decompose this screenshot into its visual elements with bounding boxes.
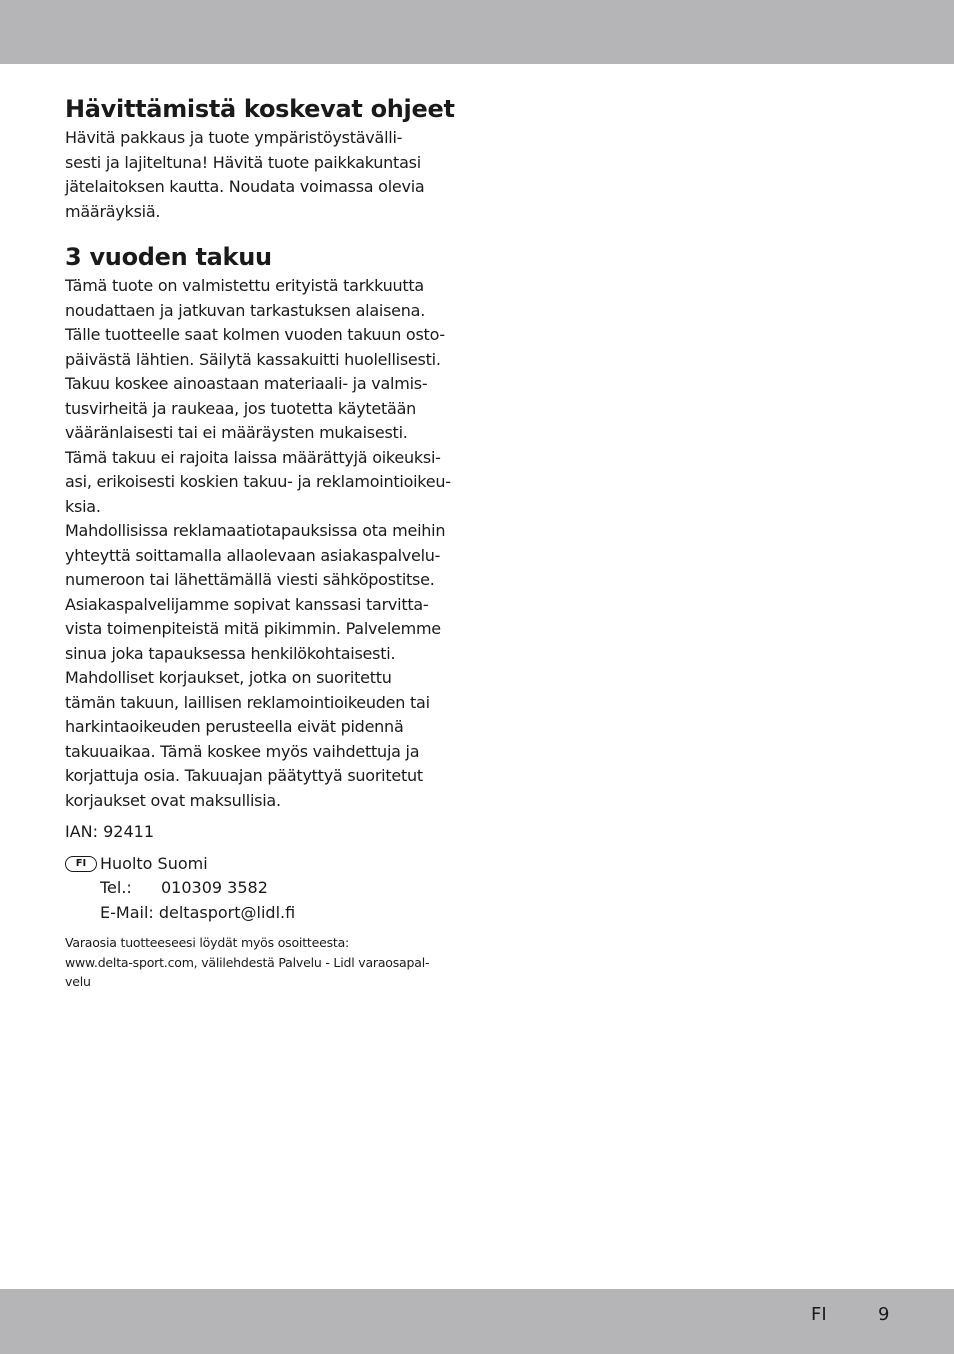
text-line: korjattuja osia. Takuuajan päätyttyä suoritetut bbox=[65, 766, 423, 785]
service-name-row bbox=[65, 852, 457, 877]
text-line: Tälle tuotteelle saat kolmen vuoden takuun osto- bbox=[65, 325, 445, 344]
text-line: määräyksiä. bbox=[65, 201, 161, 221]
header-band bbox=[0, 0, 954, 64]
text-line: www.delta-sport.com, välilehdestä Palvelu - Lidl varaosapal- bbox=[65, 954, 430, 970]
text-line: Takuu koskee ainoastaan materiaali- ja valmis- bbox=[65, 374, 428, 393]
text-line: tämän takuun, laillisen reklamointioikeuden tai bbox=[65, 692, 430, 712]
text-line: yhteyttä soittamalla allaolevaan asiakaspalvelu- bbox=[65, 545, 441, 565]
text-line: korjaukset ovat maksullisia. bbox=[65, 790, 281, 810]
text-line: Hävitä pakkaus ja tuote ympäristöystävälli- bbox=[65, 128, 403, 147]
text-line: päivästä lähtien. Säilytä kassakuitti huolellisesti. bbox=[65, 349, 441, 369]
country-badge-icon: FI bbox=[65, 856, 97, 872]
text-line: noudattaen ja jatkuvan tarkastuksen alaisena. bbox=[65, 300, 426, 320]
disposal-heading: Hävittämistä koskevat ohjeet bbox=[65, 95, 455, 123]
text-line: takuuaikaa. Tämä koskee myös vaihdettuja ja bbox=[65, 741, 420, 761]
text-line: ksia. bbox=[65, 496, 101, 516]
text-line: harkintaoikeuden perusteella eivät pidennä bbox=[65, 717, 404, 736]
text-line: Mahdollisissa reklamaatiotapauksissa ota meihin bbox=[65, 521, 446, 540]
service-name: Huolto Suomi bbox=[100, 853, 208, 873]
text-line: sinua joka tapauksessa henkilökohtaisesti. bbox=[65, 643, 396, 663]
text-line: sesti ja lajiteltuna! Hävitä tuote paikkakuntasi bbox=[65, 152, 421, 172]
text-line: asi, erikoisesti koskien takuu- ja reklamointioikeu- bbox=[65, 472, 451, 491]
disposal-paragraph bbox=[65, 126, 457, 224]
page-content bbox=[65, 92, 457, 992]
service-contact bbox=[65, 852, 457, 926]
text-line: Mahdolliset korjaukset, jotka on suoritettu bbox=[65, 668, 392, 687]
tel-label: Tel.: bbox=[100, 878, 132, 897]
text-line: vääränlaisesti tai ei määräysten mukaisesti. bbox=[65, 423, 408, 442]
text-line: Asiakaspalvelijamme sopivat kanssasi tarvitta- bbox=[65, 594, 429, 614]
tel-value: 010309 3582 bbox=[161, 878, 268, 897]
email-value: E-Mail: deltasport@lidl.fi bbox=[100, 902, 296, 922]
ian-number: IAN: 92411 bbox=[65, 822, 155, 841]
text-line: Tämä takuu ei rajoita laissa määrättyjä oikeuksi- bbox=[65, 447, 441, 467]
text-line: Tämä tuote on valmistettu erityistä tarkkuutta bbox=[65, 276, 424, 295]
spare-parts-note bbox=[65, 933, 457, 992]
text-line: tusvirheitä ja raukeaa, jos tuotetta käytetään bbox=[65, 398, 417, 418]
text-line: Varaosia tuotteeseesi löydät myös osoitteesta: bbox=[65, 935, 350, 950]
footer-language: FI bbox=[811, 1304, 827, 1325]
service-tel-row bbox=[65, 876, 457, 901]
text-line: vista toimenpiteistä mitä pikimmin. Palvelemme bbox=[65, 619, 441, 638]
page-number: 9 bbox=[878, 1304, 890, 1325]
warranty-paragraph bbox=[65, 274, 457, 813]
warranty-heading: 3 vuoden takuu bbox=[65, 243, 272, 271]
text-line: numeroon tai lähettämällä viesti sähköpostitse. bbox=[65, 570, 435, 589]
service-email-row bbox=[65, 901, 457, 926]
text-line: jätelaitoksen kautta. Noudata voimassa olevia bbox=[65, 177, 425, 196]
text-line: velu bbox=[65, 974, 91, 989]
